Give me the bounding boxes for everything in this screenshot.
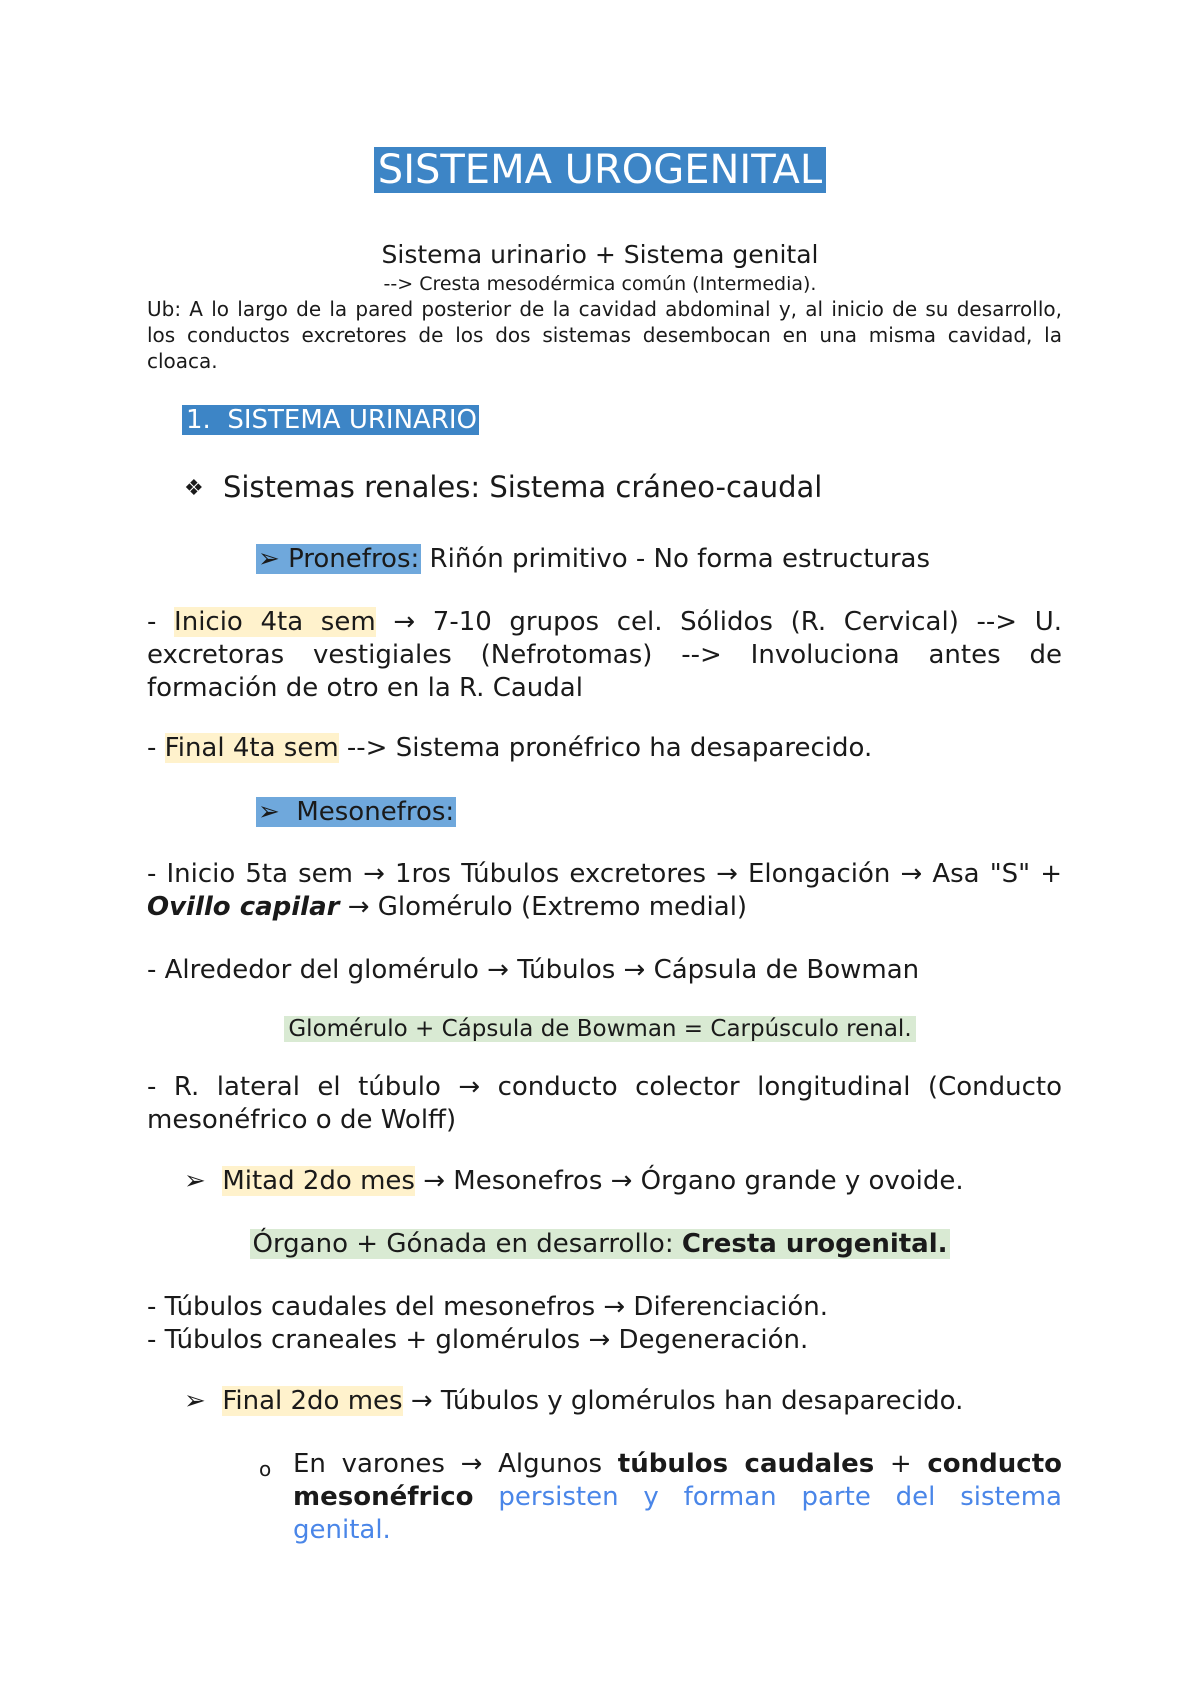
section-label: SISTEMA URINARIO [227,405,478,435]
pronefros-desc: Riñón primitivo - No forma estructuras [421,544,931,574]
final-4ta-sem-highlight: Final 4ta sem [164,733,339,763]
pronefros-paragraph-1: - Inicio 4ta sem → 7-10 grupos cel. Sólidos (R. Cervical) --> U. excretoras vestigiales (Nefrotomas) --> Involuciona antes de formación de otro en la R. Caudal [147,607,1062,703]
mesonefros-paragraph-4: - Túbulos caudales del mesonefros → Diferenciación. [147,1292,829,1322]
inicio-4ta-sem-highlight: Inicio 4ta sem [174,607,376,637]
varones-paragraph: En varones → Algunos túbulos caudales + conducto mesonéfrico persisten y forman parte del sistema genital. [293,1449,1062,1545]
arrow-bullet-icon: ➢ [184,1166,206,1196]
cresta-urogenital-row [0,1228,1200,1261]
corpusculo-renal-highlight: Glomérulo + Cápsula de Bowman = Carpúsculo renal. [284,1016,915,1042]
intro-ub-paragraph: Ub: A lo largo de la pared posterior de la cavidad abdominal y, al inicio de su desarrollo, los conductos excretores de los dos sistemas desembocan en una misma cavidad, la cloaca. [147,297,1062,373]
title-row [0,146,1200,194]
subtitle: Sistema urinario + Sistema genital [381,240,819,269]
mitad-2do-mes-highlight: Mitad 2do mes [222,1166,415,1196]
pronefros-heading [256,543,930,576]
diamond-bullet-icon: ❖ [184,476,204,501]
renal-heading-text: Sistemas renales: Sistema cráneo-caudal [222,470,823,504]
mesonefros-paragraph-1: - Inicio 5ta sem → 1ros Túbulos excretores → Elongación → Asa "S" + Ovillo capilar → Glomérulo (Extremo medial) [147,859,1062,922]
arrow-bullet-icon: ➢ [258,797,280,827]
sistema-genital-link-text: persisten y forman parte del sistema genital. [293,1482,1062,1545]
arrow-bullet-icon: ➢ [258,544,280,574]
mesonefros-heading [256,796,456,829]
ovillo-capilar: Ovillo capilar [147,892,340,922]
page-title: SISTEMA UROGENITAL [374,147,826,193]
circle-bullet-icon: o [259,1457,272,1481]
pronefros-label: Pronefros: [288,544,420,574]
renal-heading [184,468,822,508]
cresta-urogenital-highlight: Órgano + Gónada en desarrollo: Cresta urogenital. [252,1229,948,1259]
final-2do-mes-highlight: Final 2do mes [222,1386,403,1416]
corpusculo-renal-row [0,1014,1200,1044]
final-2do-mes-line: ➢ Final 2do mes → Túbulos y glomérulos han desaparecido. [184,1386,964,1416]
mesonefros-paragraph-3: - R. lateral el túbulo → conducto colector longitudinal (Conducto mesonéfrico o de Wolff) [147,1072,1062,1135]
arrow-bullet-icon: ➢ [184,1386,206,1416]
intro-arrow-line: --> Cresta mesodérmica común (Intermedia). [383,273,817,295]
mitad-2do-mes-line: ➢ Mitad 2do mes → Mesonefros → Órgano grande y ovoide. [184,1166,964,1196]
section-heading-1 [182,403,479,437]
section-number: 1. [186,405,211,435]
mesonefros-paragraph-2: - Alrededor del glomérulo → Túbulos → Cápsula de Bowman [147,955,920,985]
pronefros-paragraph-2: - Final 4ta sem --> Sistema pronéfrico ha desaparecido. [147,733,873,763]
mesonefros-paragraph-5: - Túbulos craneales + glomérulos → Degeneración. [147,1325,809,1355]
mesonefros-label: Mesonefros: [296,797,455,827]
